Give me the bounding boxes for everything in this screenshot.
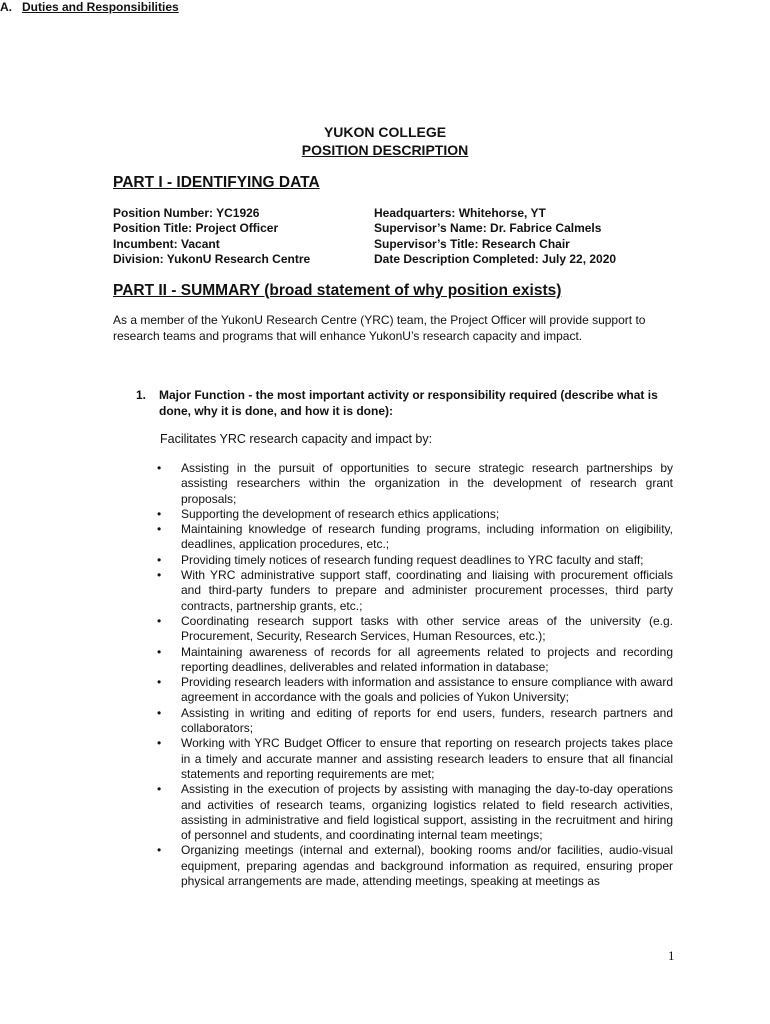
bullet-icon: • <box>157 675 162 690</box>
bullet-icon: • <box>157 782 162 797</box>
bullet-icon: • <box>157 568 162 583</box>
list-item: • Organizing meetings (internal and external), booking rooms and/or facilities, audio-visual equipment, preparing agendas and background information as required, ensuring proper physical arrangements are made, attending meetings, speaking at meetings as <box>157 843 673 889</box>
major-function-number: 1. <box>136 388 147 402</box>
list-item: • Assisting in the execution of projects by assisting with managing the day-to-day operations and activities of research teams, organizing logistics related to field research activities, assisting in administrative and field logistical support, assisting in the recruitment and hiring of personnel and students, and coordinating internal team meetings; <box>157 782 673 843</box>
duties-list <box>157 461 673 889</box>
bullet-icon: • <box>157 613 162 628</box>
bullet-icon: • <box>157 522 162 537</box>
headquarters: Headquarters: Whitehorse, YT <box>374 206 546 220</box>
document-title: POSITION DESCRIPTION <box>301 142 469 158</box>
list-item: • Maintaining awareness of records for all agreements related to projects and recording reporting deadlines, deliverables and related information in database; <box>157 644 673 674</box>
page-number: 1 <box>668 948 675 963</box>
supervisor-name: Supervisor’s Name: Dr. Fabrice Calmels <box>374 221 602 236</box>
position-number: Position Number: YC1926 <box>113 206 260 220</box>
bullet-icon: • <box>157 705 162 720</box>
list-item: • Coordinating research support tasks with other service areas of the university (e.g. Procurement, Security, Research Services, Human Resources, etc.); <box>157 613 673 644</box>
list-item: • Providing research leaders with information and assistance to ensure compliance with award agreement in accordance with the goals and policies of Yukon University; <box>157 675 673 705</box>
organization-title: YUKON COLLEGE <box>323 124 447 140</box>
part1-heading: PART I - IDENTIFYING DATA <box>113 174 320 191</box>
bullet-icon: • <box>157 843 162 858</box>
bullet-icon: • <box>157 552 162 567</box>
identifying-data-right <box>374 206 616 267</box>
bullet-icon: • <box>157 736 162 751</box>
list-item: • Supporting the development of research ethics applications; <box>157 506 500 521</box>
supervisor-title: Supervisor’s Title: Research Chair <box>374 236 570 251</box>
list-item: • Assisting in the pursuit of opportunities to secure strategic research partnerships by assisting researchers within the organization in the development of research grant proposals; <box>157 461 673 506</box>
incumbent: Incumbent: Vacant <box>113 236 220 251</box>
list-item: • Assisting in writing and editing of reports for end users, funders, research partners and collaborators; <box>157 705 673 736</box>
bullet-icon: • <box>157 506 162 521</box>
section-label: Duties and Responsibilities <box>22 0 179 14</box>
date-completed: Date Description Completed: July 22, 2020 <box>374 251 617 266</box>
major-function <box>136 388 672 419</box>
list-item: • Providing timely notices of research funding request deadlines to YRC faculty and staff; <box>157 552 644 567</box>
section-letter: A. <box>0 0 12 14</box>
bullet-icon: • <box>157 461 162 475</box>
list-item: • Maintaining knowledge of research funding programs, including information on eligibility, deadlines, application procedures, etc.; <box>157 522 673 552</box>
part2-heading: PART II - SUMMARY (broad statement of why position exists) <box>113 282 562 299</box>
bullet-icon: • <box>157 644 162 659</box>
division: Division: YukonU Research Centre <box>113 251 311 266</box>
list-item: • Working with YRC Budget Officer to ensure that reporting on research projects takes place in a timely and accurate manner and assisting research leaders to ensure that all financial statements and reporting requirements are met; <box>157 736 673 781</box>
major-function-text: Major Function - the most important activity or responsibility required (describe what is done, why it is done, and how it is done): <box>159 388 658 418</box>
summary-paragraph: As a member of the YukonU Research Centre (YRC) team, the Project Officer will provide support to research teams and programs that will enhance YukonU’s research capacity and impact. <box>113 313 646 343</box>
list-item: • With YRC administrative support staff, coordinating and liaising with procurement officials and third-party funders to prepare and administer procurement processes, third party contracts, partnership grants, etc.; <box>157 568 673 613</box>
identifying-data-left <box>113 206 310 267</box>
duties-intro: Facilitates YRC research capacity and impact by: <box>160 432 433 446</box>
position-title: Position Title: Project Officer <box>113 221 279 236</box>
section-a-heading <box>0 0 770 15</box>
